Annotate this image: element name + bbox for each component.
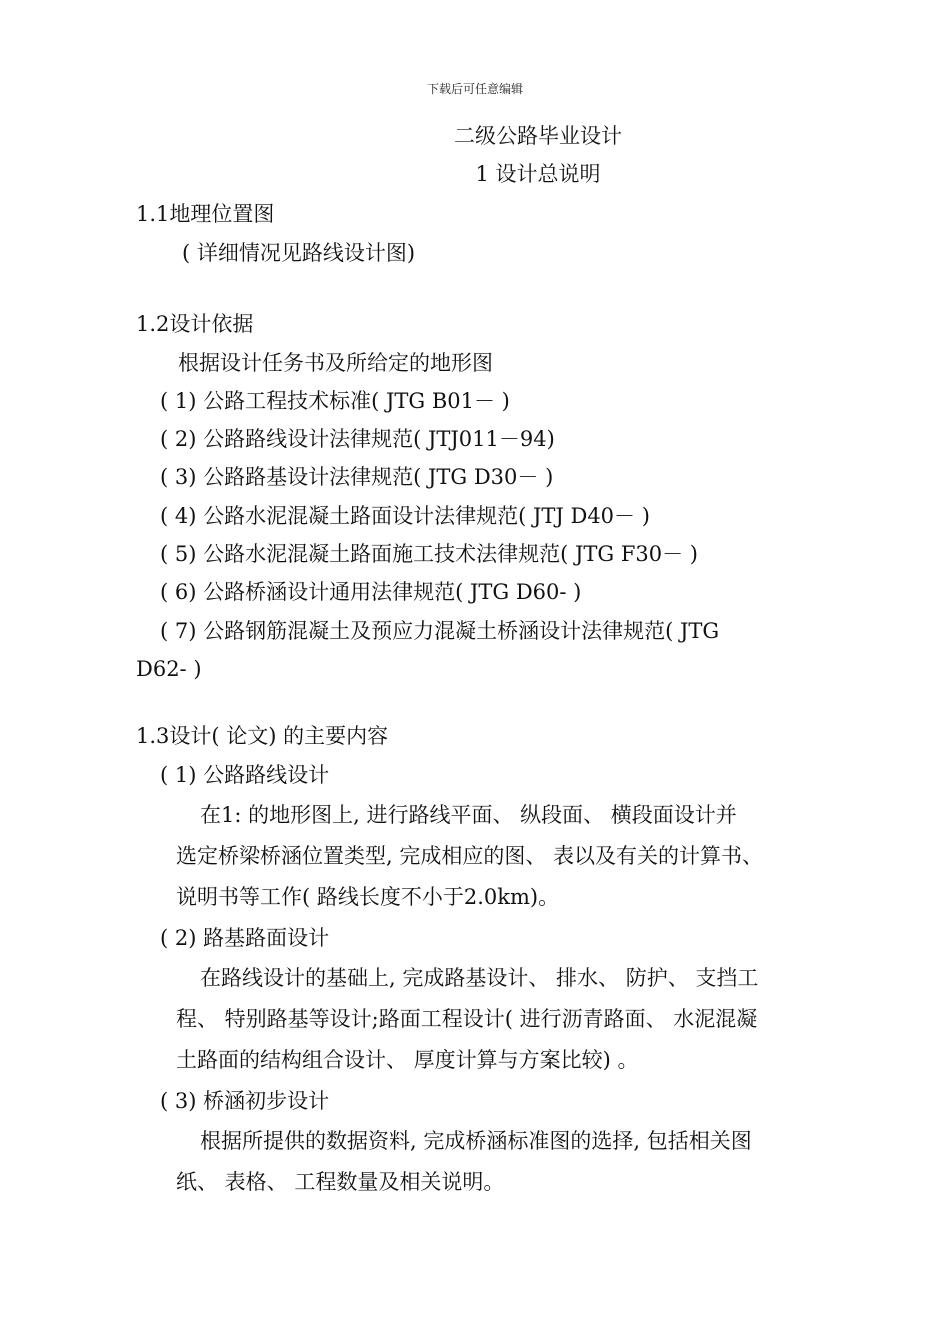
chapter-heading: 1 设计总说明 xyxy=(475,162,601,186)
paragraph-line: 程、 特别路基等设计;路面工程设计( 进行沥青路面、 水泥混凝 xyxy=(176,1007,758,1031)
section-1-3-heading: 1.3设计( 论文) 的主要内容 xyxy=(136,724,389,748)
section-1-1-heading: 1.1地理位置图 xyxy=(136,202,275,226)
standard-item: ( 4) 公路水泥混凝土路面设计法律规范( JTJ D40－ ) xyxy=(160,504,650,528)
paragraph-line: 土路面的结构组合设计、 厚度计算与方案比较) 。 xyxy=(176,1048,639,1072)
paragraph-line: 在1: 的地形图上, 进行路线平面、 纵段面、 横段面设计并 xyxy=(200,803,737,827)
standard-item: ( 5) 公路水泥混凝土路面施工技术法律规范( JTG F30－ ) xyxy=(160,542,699,566)
paragraph-line: 纸、 表格、 工程数量及相关说明。 xyxy=(176,1170,505,1194)
standard-item: ( 6) 公路桥涵设计通用法律规范( JTG D60- ) xyxy=(160,580,582,604)
content-item-title: ( 2) 路基路面设计 xyxy=(160,926,330,950)
paragraph-line: 在路线设计的基础上, 完成路基设计、 排水、 防护、 支挡工 xyxy=(200,966,759,990)
paragraph-line: 选定桥梁桥涵位置类型, 完成相应的图、 表以及有关的计算书、 xyxy=(176,844,764,868)
standard-item: ( 1) 公路工程技术标准( JTG B01－ ) xyxy=(160,389,510,413)
section-1-2-heading: 1.2设计依据 xyxy=(136,312,254,336)
section-1-1-note: ( 详细情况见路线设计图) xyxy=(182,241,416,265)
standard-item: ( 2) 公路路线设计法律规范( JTJ011－94) xyxy=(160,427,555,451)
content-item-title: ( 3) 桥涵初步设计 xyxy=(160,1089,330,1113)
paragraph-line: 说明书等工作( 路线长度不小于2.0km)。 xyxy=(176,885,560,909)
standard-item: ( 3) 公路路基设计法律规范( JTG D30－ ) xyxy=(160,465,554,489)
paragraph-line: 根据所提供的数据资料, 完成桥涵标准图的选择, 包括相关图 xyxy=(200,1129,752,1153)
content-item-title: ( 1) 公路路线设计 xyxy=(160,763,330,787)
section-1-2-intro: 根据设计任务书及所给定的地形图 xyxy=(178,351,493,375)
standard-item: ( 7) 公路钢筋混凝土及预应力混凝土桥涵设计法律规范( JTG xyxy=(160,619,720,643)
standard-item-continuation: D62- ) xyxy=(136,657,202,681)
document-title: 二级公路毕业设计 xyxy=(454,124,622,148)
page-header: 下载后可任意编辑 xyxy=(426,82,523,96)
